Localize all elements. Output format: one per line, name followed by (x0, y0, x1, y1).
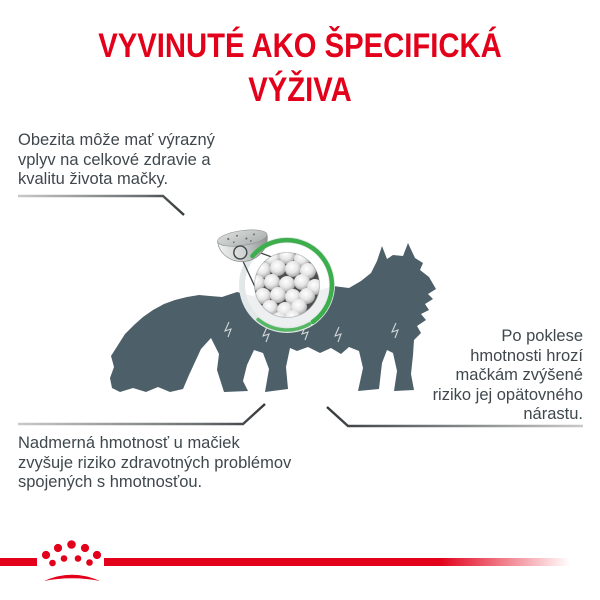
note-top-left (18, 131, 215, 190)
note-line: Obezita môže mať výrazný (18, 131, 215, 149)
note-line: zvyšuje riziko zdravotných problémov (18, 453, 292, 472)
pointer-line-bottom-left (18, 404, 265, 424)
note-line: spojených s hmotnosťou. (18, 473, 203, 491)
note-right (433, 327, 583, 425)
note-line: nárastu. (523, 405, 583, 423)
brand-red-bar (0, 558, 570, 566)
note-bottom-left (18, 434, 291, 493)
page-title (42, 24, 558, 112)
note-line: kvalitu života mačky. (18, 170, 169, 188)
royal-canin-crown-logo-icon (42, 540, 101, 581)
note-line: hmotnosti hrozí (470, 346, 583, 365)
page-title-line: VÝŽIVA (248, 70, 352, 109)
note-line: Po poklese (501, 327, 583, 345)
note-line: vplyv na celkové zdravie a (18, 150, 211, 169)
pointer-line-top-left (18, 196, 184, 215)
page-title-line: VYVINUTÉ AKO ŠPECIFICKÁ (98, 26, 502, 65)
note-line: riziko jej opätovného (432, 385, 583, 404)
note-line: Nadmerná hmotnosť u mačiek (18, 434, 240, 452)
note-line: mačkám zvýšené (455, 366, 583, 384)
